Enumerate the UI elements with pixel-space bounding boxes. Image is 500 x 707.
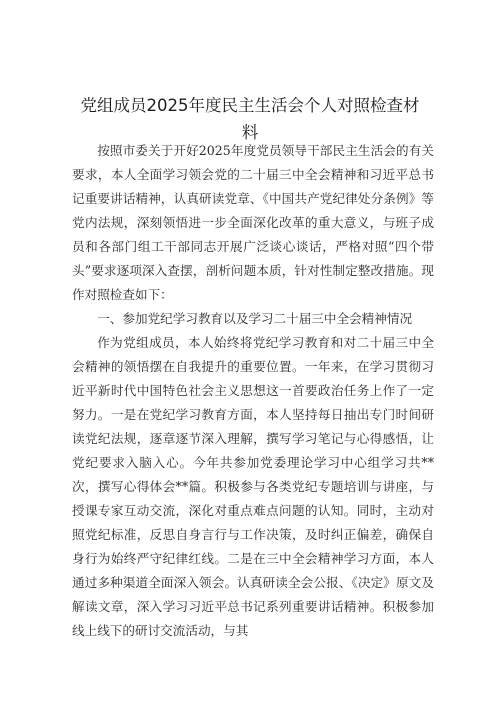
- body-paragraph: 作为党组成员，本人始终将党纪学习教育和对二十届三中全会精神的领悟摆在自我提升的重要位置。一年来，在学习贯彻习近平新时代中国特色社会主义思想这一首要政治任务上作了一定努力。一是在党纪学习教育方面，本人坚持每日抽出专门时间研读党纪法规，逐章逐节深入理解，撰写学习笔记与心得感悟，让党纪要求入脑入心。今年共参加党委理论学习中心组学习共**次，撰写心得体会**篇。积极参与各类党纪专题培训与讲座，与授课专家互动交流，深化对重点难点问题的认知。同时，主动对照党纪标准，反思自身言行与工作决策，及时纠正偏差，确保自身行为始终严守纪律红线。二是在三中全会精神学习方面，本人通过多种渠道全面深入领会。认真研读全会公报、《决定》原文及解读文章，深入学习习近平总书记系列重要讲话精神。积极参加线上线下的研讨交流活动，与其: [72, 335, 434, 638]
- intro-paragraph: 按照市委关于开好2025年度党员领导干部民主生活会的有关要求，本人全面学习领会党的二十届三中全会精神和习近平总书记重要讲话精神，认真研读党章、《中国共产党纪律处分条例》等党内法规，深刻领悟进一步全面深化改革的重大意义，与班子成员和各部门组工干部同志开展广泛谈心谈话，严格对照“四个带头”要求逐项深入查摆，剖析问题本质，针对性制定整改措施。现作对照检查如下：: [72, 143, 434, 302]
- document-body: [72, 139, 434, 643]
- title-line-1: 党组成员2025年度民主生活会个人对照检查材: [80, 96, 420, 115]
- section-heading: 一、参加党纪学习教育以及学习二十届三中全会精神情况: [97, 311, 413, 326]
- title-line-2: 料: [241, 123, 259, 142]
- document-title: [60, 92, 440, 146]
